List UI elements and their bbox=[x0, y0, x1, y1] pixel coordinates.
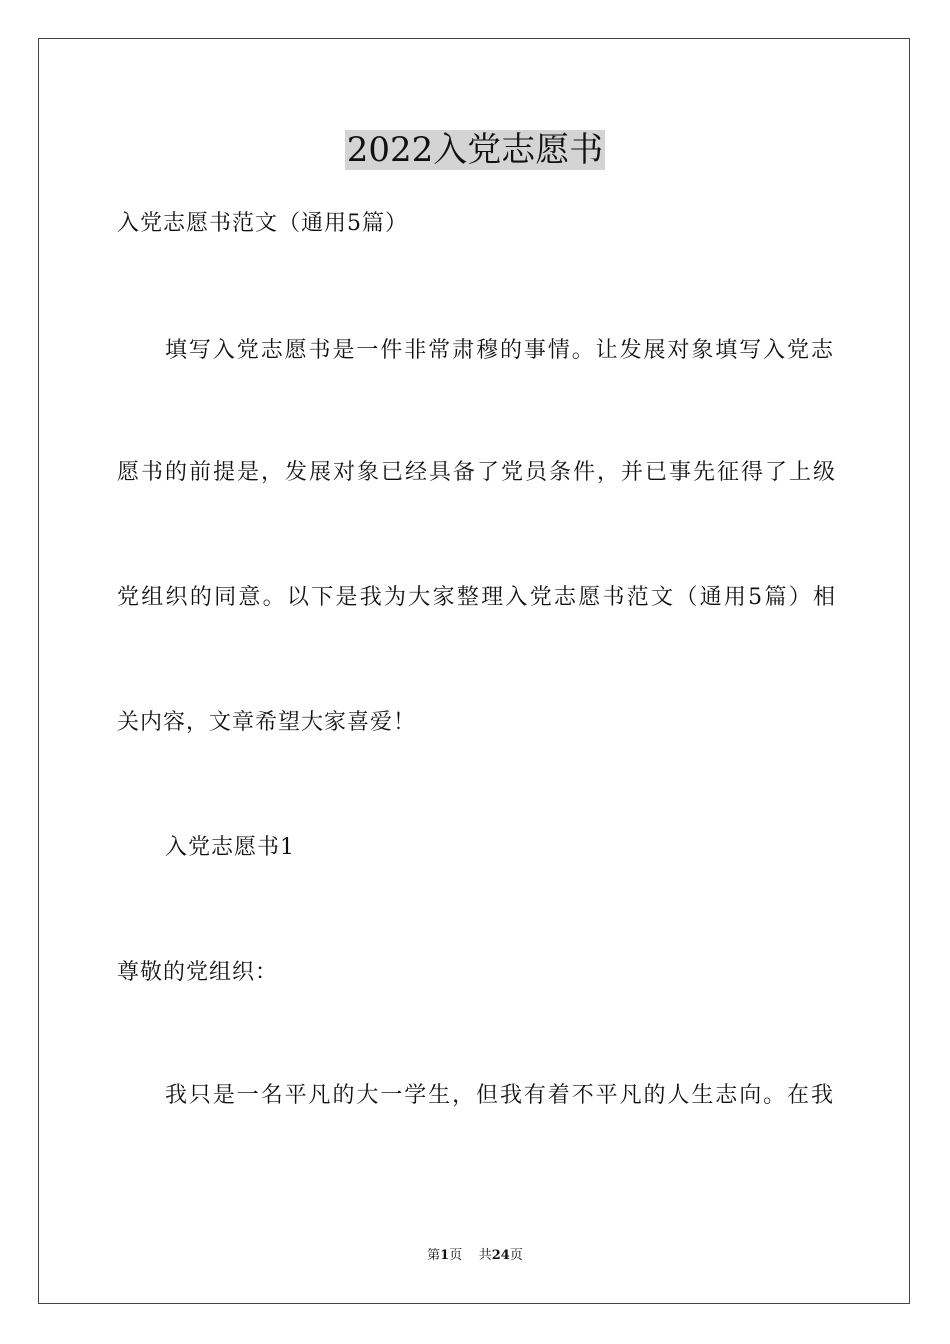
page-suffix: 页 bbox=[449, 1248, 463, 1263]
document-title bbox=[0, 126, 950, 174]
total-prefix: 共 bbox=[478, 1248, 492, 1263]
intro-line-4: 关内容，文章希望大家喜爱！ bbox=[117, 710, 417, 735]
document-subtitle: 入党志愿书范文（通用5篇） bbox=[117, 211, 408, 236]
page-prefix: 第 bbox=[427, 1248, 441, 1263]
page-number: 1 bbox=[440, 1248, 450, 1263]
intro-line-1: 填写入党志愿书是一件非常肃穆的事情。让发展对象填写入党志 bbox=[165, 338, 833, 363]
intro-line-2: 愿书的前提是，发展对象已经具备了党员条件，并已事先征得了上级 bbox=[117, 460, 835, 485]
salutation: 尊敬的党组织： bbox=[117, 960, 279, 985]
total-suffix: 页 bbox=[509, 1248, 523, 1263]
section-heading: 入党志愿书1 bbox=[165, 835, 295, 860]
total-pages: 24 bbox=[491, 1248, 510, 1263]
page-footer bbox=[0, 1247, 950, 1265]
intro-line-3: 党组织的同意。以下是我为大家整理入党志愿书范文（通用5篇）相 bbox=[117, 585, 835, 610]
document-title-text: 2022入党志愿书 bbox=[346, 130, 604, 170]
body-line-1: 我只是一名平凡的大一学生，但我有着不平凡的人生志向。在我 bbox=[165, 1083, 833, 1108]
